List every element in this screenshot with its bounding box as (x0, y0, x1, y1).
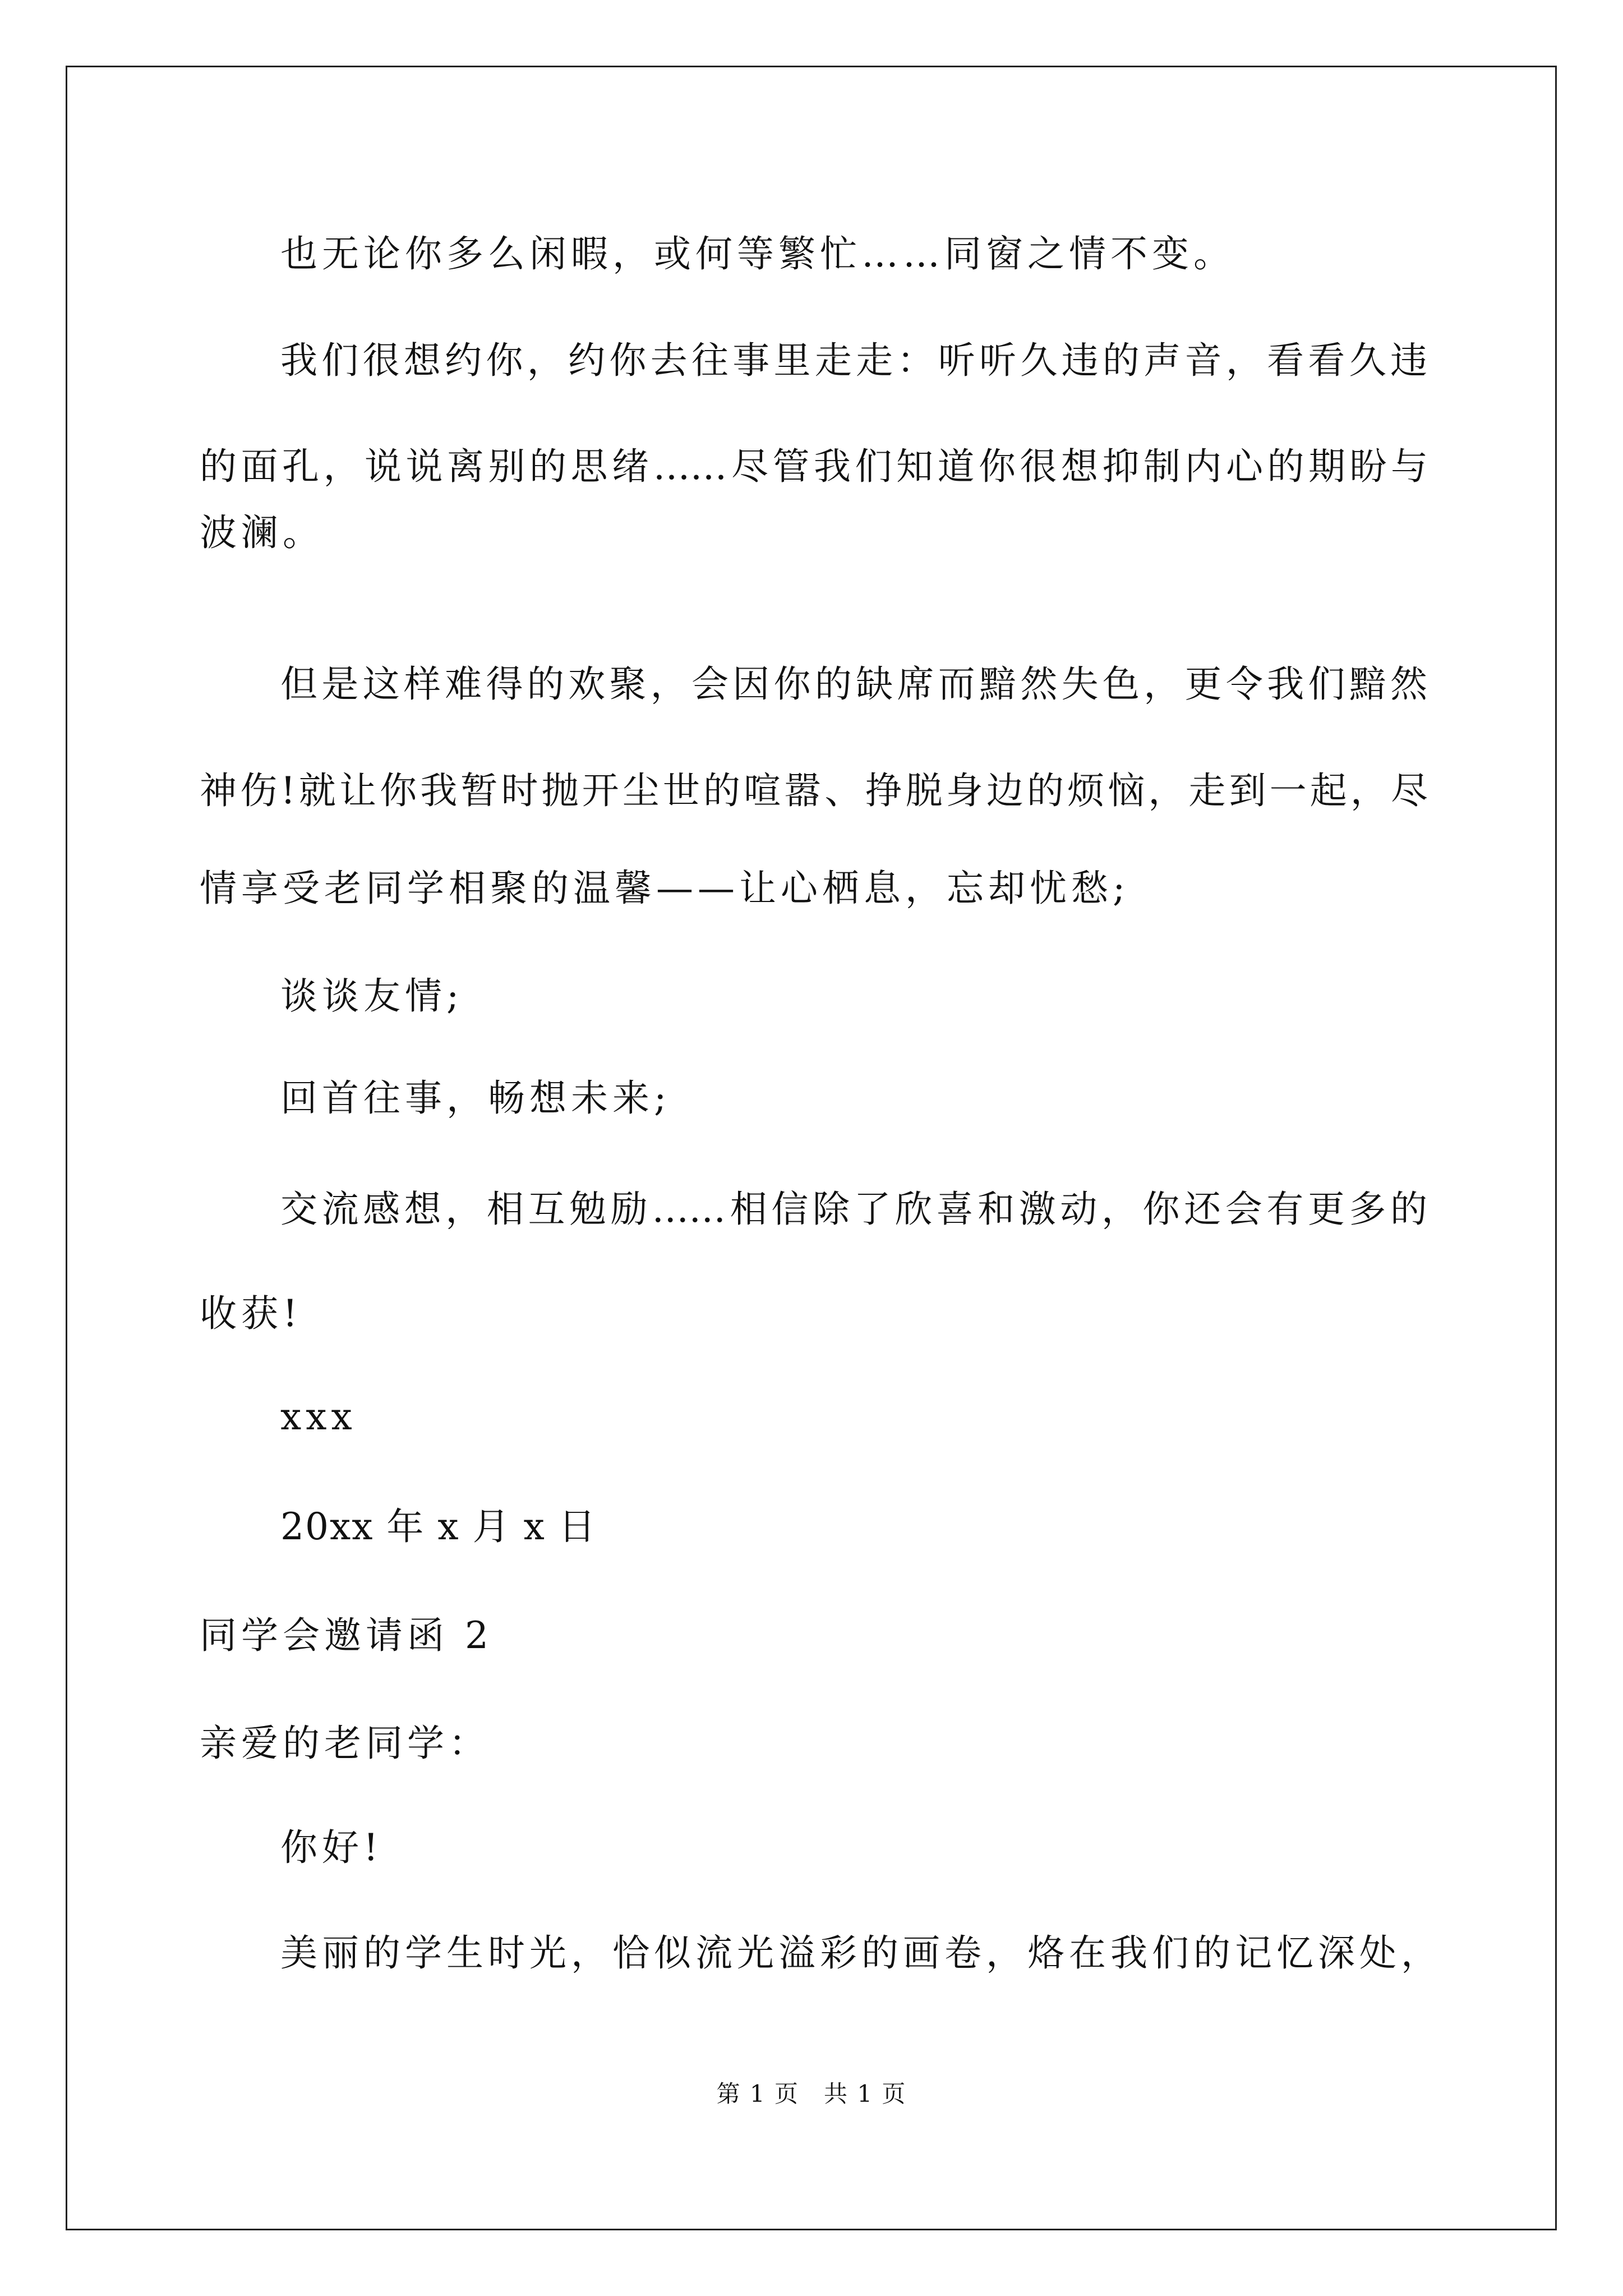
page-number-footer: 第 1 页 共 1 页 (716, 2080, 907, 2108)
paragraph-line: 情享受老同学相聚的温馨——让心栖息，忘却忧愁; (200, 867, 1130, 910)
paragraph-line: 我们很想约你，约你去往事里走走：听听久违的声音，看看久违 (280, 339, 1427, 382)
signature-name: xxx (280, 1395, 357, 1438)
paragraph-line: 也无论你多么闲暇，或何等繁忙……同窗之情不变。 (280, 232, 1235, 275)
greeting: 你好! (280, 1826, 383, 1869)
salutation: 亲爱的老同学： (200, 1722, 490, 1765)
paragraph-line: 回首往事，畅想未来; (280, 1076, 671, 1120)
page-border (66, 66, 1557, 2230)
paragraph-line: 波澜。 (200, 511, 324, 554)
paragraph-line: 美丽的学生时光，恰似流光溢彩的画卷，烙在我们的记忆深处， (280, 1931, 1442, 1975)
paragraph-line: 神伤!就让你我暂时抛开尘世的喧嚣、挣脱身边的烦恼，走到一起，尽 (200, 769, 1428, 812)
paragraph-line: 但是这样难得的欢聚，会因你的缺席而黯然失色，更令我们黯然 (280, 662, 1427, 706)
signature-date: 20xx 年 x 月 x 日 (280, 1505, 597, 1548)
paragraph-line: 交流感想，相互勉励……相信除了欣喜和激动，你还会有更多的 (280, 1188, 1427, 1231)
paragraph-line: 收获! (200, 1292, 302, 1335)
paragraph-line: 谈谈友情; (280, 974, 464, 1018)
section-title: 同学会邀请函 2 (200, 1614, 493, 1657)
paragraph-line: 的面孔，说说离别的思绪……尽管我们知道你很想抑制内心的期盼与 (200, 445, 1428, 488)
